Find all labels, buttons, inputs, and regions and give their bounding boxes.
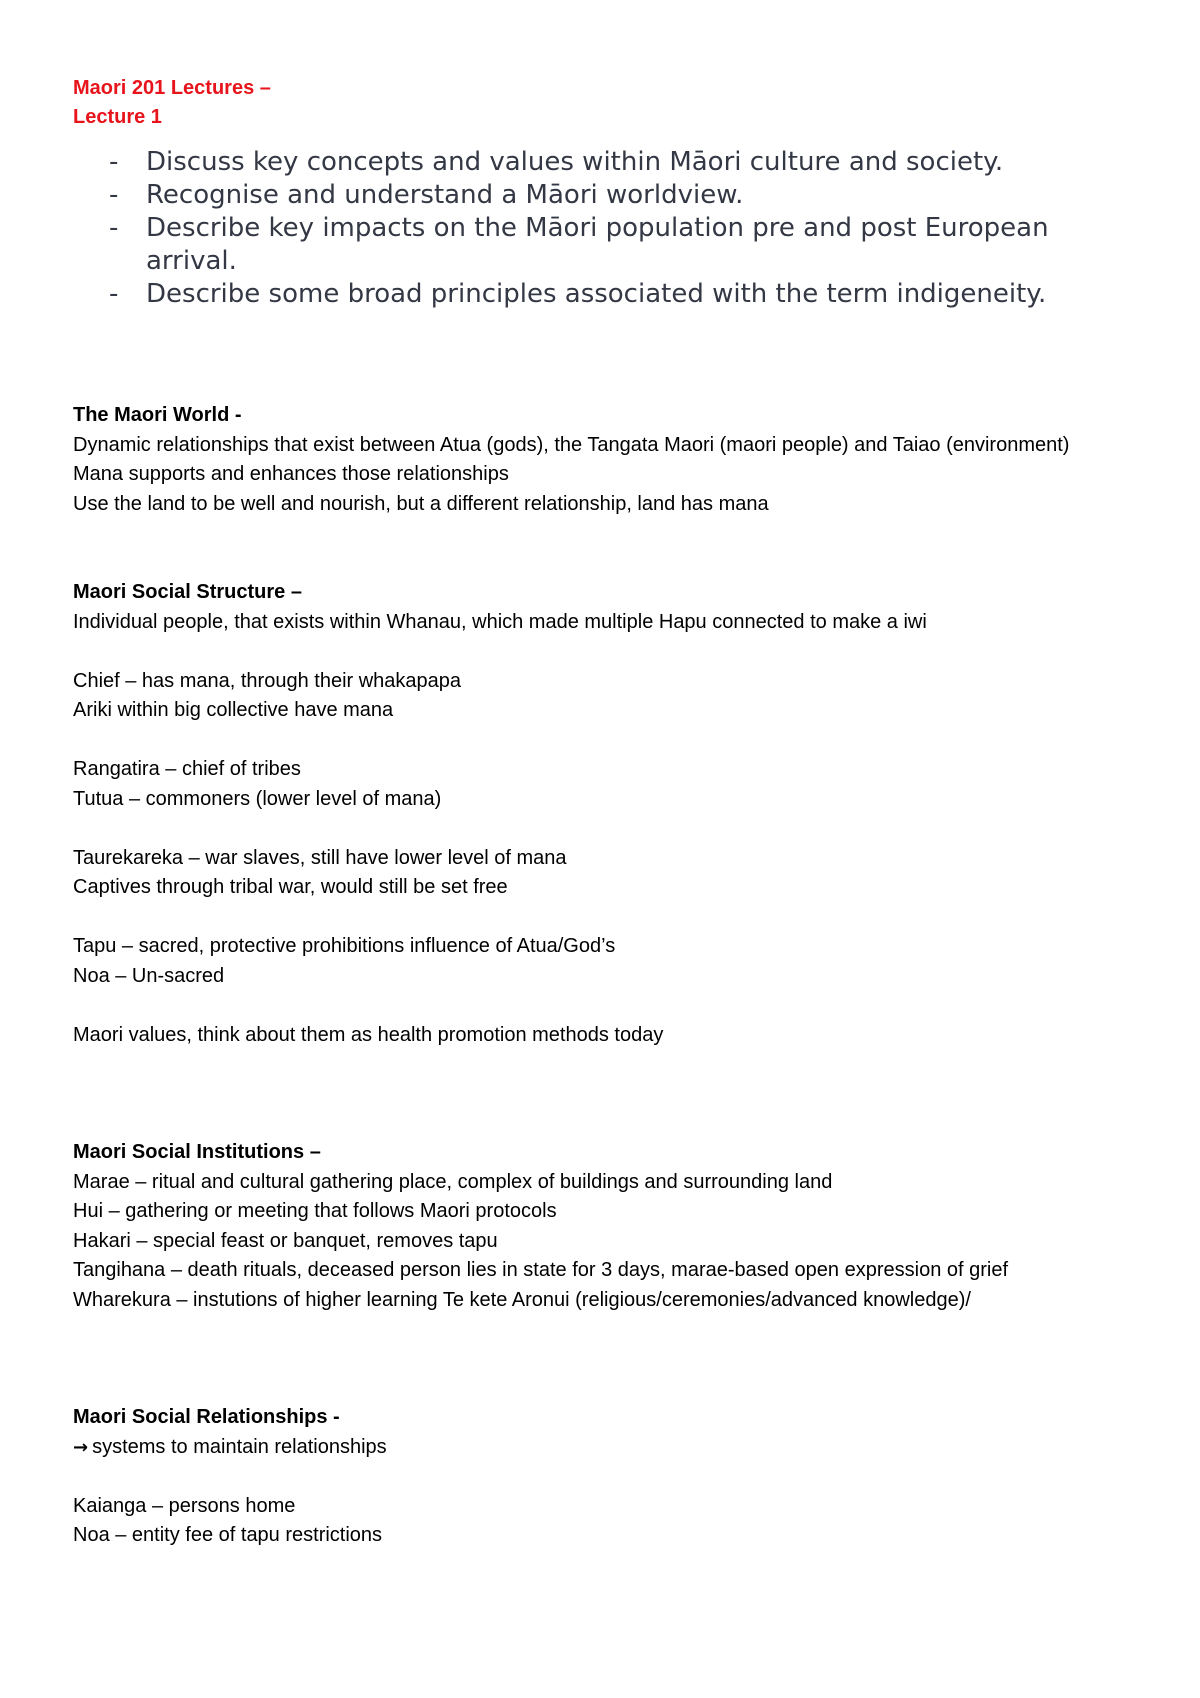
section-social-relationships — [73, 1403, 1133, 1551]
body-line: Noa – Un-sacred — [73, 964, 225, 987]
section-maori-world — [73, 401, 1133, 519]
body-line: Kaianga – persons home — [73, 1494, 296, 1517]
body-line: Individual people, that exists within Whanau, which made multiple Hapu connected to make a iwi — [73, 610, 927, 633]
body-line: Hakari – special feast or banquet, removes tapu — [73, 1229, 498, 1252]
section-heading: Maori Social Relationships - — [73, 1406, 340, 1428]
learning-objectives-list — [73, 146, 1133, 311]
section-heading: Maori Social Structure – — [73, 581, 302, 603]
body-line: Marae – ritual and cultural gathering place, complex of buildings and surrounding land — [73, 1170, 833, 1193]
body-line: Noa – entity fee of tapu restrictions — [73, 1524, 383, 1546]
body-line: Use the land to be well and nourish, but a different relationship, land has mana — [73, 492, 769, 515]
arrow-line-text: systems to maintain relationships — [92, 1435, 387, 1458]
body-line: Dynamic relationships that exist between Atua (gods), the Tangata Maori (maori people) and Taiao (environment) — [73, 433, 1070, 456]
body-line: Wharekura – instutions of higher learning Te kete Aronui (religious/ceremonies/advanced knowledge)/ — [73, 1288, 971, 1311]
objective-item — [73, 278, 1133, 311]
objective-item — [73, 179, 1133, 212]
body-line: Hui – gathering or meeting that follows Maori protocols — [73, 1200, 557, 1222]
objective-text: Discuss key concepts and values within Māori culture and society. — [146, 147, 1004, 177]
spacer — [73, 991, 1133, 1021]
list-dash: - — [109, 213, 119, 243]
body-line: Tutua – commoners (lower level of mana) — [73, 787, 442, 810]
body-line: Rangatira – chief of tribes — [73, 758, 301, 780]
document-title-line-2: Lecture 1 — [73, 106, 162, 128]
body-line: Captives through tribal war, would still be set free — [73, 876, 508, 898]
objective-item — [73, 212, 1133, 278]
list-dash: - — [109, 180, 119, 210]
spacer — [73, 814, 1133, 844]
right-arrow-icon: → — [73, 1436, 89, 1458]
document-content — [73, 74, 1133, 1551]
body-line — [73, 1433, 1133, 1463]
spacer — [73, 903, 1133, 933]
document-title-line-1: Maori 201 Lectures – — [73, 77, 271, 99]
body-line: Mana supports and enhances those relationships — [73, 463, 509, 485]
objective-text: Describe key impacts on the Māori population pre and post European arrival. — [146, 213, 1049, 276]
body-line: Ariki within big collective have mana — [73, 699, 394, 721]
objective-item — [73, 146, 1133, 179]
section-heading: Maori Social Institutions – — [73, 1141, 321, 1163]
body-line: Chief – has mana, through their whakapapa — [73, 669, 462, 692]
section-social-institutions — [73, 1138, 1133, 1315]
section-social-structure — [73, 578, 1133, 1050]
list-dash: - — [109, 279, 119, 309]
spacer — [73, 637, 1133, 667]
section-heading: The Maori World - — [73, 404, 242, 426]
body-line: Taurekareka – war slaves, still have lower level of mana — [73, 846, 567, 869]
body-line: Maori values, think about them as health promotion methods today — [73, 1023, 664, 1046]
objective-text: Describe some broad principles associated with the term indigeneity. — [146, 279, 1047, 309]
body-line: Tapu – sacred, protective prohibitions influence of Atua/God’s — [73, 935, 616, 957]
spacer — [73, 1462, 1133, 1492]
body-line: Tangihana – death rituals, deceased person lies in state for 3 days, marae-based open expression of grief — [73, 1259, 1009, 1281]
list-dash: - — [109, 147, 119, 177]
spacer — [73, 726, 1133, 756]
objective-text: Recognise and understand a Māori worldview. — [146, 180, 744, 210]
